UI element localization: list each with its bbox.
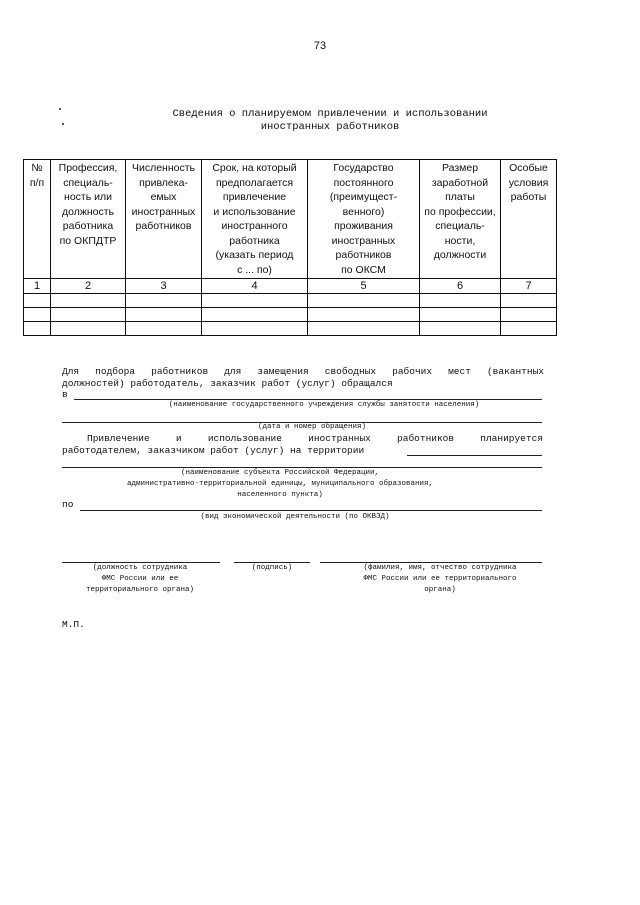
header-number: № п/п — [24, 160, 51, 279]
table-cell[interactable] — [420, 322, 501, 336]
table-cell[interactable] — [308, 322, 420, 336]
column-number: 1 — [24, 279, 51, 294]
paragraph-employer-line1: Для подбора работников для замещения свободных рабочих мест (вакантных — [62, 366, 544, 377]
header-salary: Размер заработной платы по профессии, специаль- ности, должности — [420, 160, 501, 279]
table-cell[interactable] — [202, 308, 308, 322]
table-cell[interactable] — [24, 322, 51, 336]
table-header-row — [24, 160, 557, 279]
header-conditions: Особые условия работы — [501, 160, 557, 279]
column-number: 3 — [126, 279, 202, 294]
table-cell[interactable] — [126, 308, 202, 322]
table-cell[interactable] — [420, 308, 501, 322]
table-cell[interactable] — [501, 294, 557, 308]
workers-table — [23, 159, 557, 336]
table-cell[interactable] — [51, 308, 126, 322]
paragraph-employer-line2: должностей) работодатель, заказчик работ (услуг) обращался — [62, 378, 393, 389]
table-cell[interactable] — [202, 322, 308, 336]
table-row — [24, 308, 557, 322]
header-period: Срок, на который предполагается привлечение и использование иностранного работника (указать период с ... по) — [202, 160, 308, 279]
table-cell[interactable] — [501, 322, 557, 336]
table-cell[interactable] — [126, 294, 202, 308]
caption-institution: (наименование государственного учреждения службы занятости населения) — [168, 401, 480, 409]
header-profession: Профессия, специаль- ность или должность работника по ОКПДТР — [51, 160, 126, 279]
territory-field-inline[interactable] — [407, 455, 542, 456]
table-cell[interactable] — [24, 308, 51, 322]
table-cell[interactable] — [126, 322, 202, 336]
column-number: 5 — [308, 279, 420, 294]
table-cell[interactable] — [308, 308, 420, 322]
table-cell[interactable] — [501, 308, 557, 322]
header-country: Государство постоянного (преимущест- венного) проживания иностранных работников по ОКСМ — [308, 160, 420, 279]
caption-signature: (подпись) — [251, 564, 293, 572]
table-row — [24, 294, 557, 308]
table-cell[interactable] — [420, 294, 501, 308]
prefix-po: по — [62, 499, 74, 510]
scan-speck — [62, 123, 64, 125]
table-column-numbers-row — [24, 279, 557, 294]
caption-position: (должность сотрудника ФМС России или ее территориального органа) — [85, 564, 195, 594]
table-cell[interactable] — [24, 294, 51, 308]
caption-date: (дата и номер обращения) — [257, 423, 367, 431]
table-cell[interactable] — [202, 294, 308, 308]
scan-speck — [59, 108, 61, 110]
table-cell[interactable] — [308, 294, 420, 308]
column-number: 6 — [420, 279, 501, 294]
column-number: 7 — [501, 279, 557, 294]
column-number: 2 — [51, 279, 126, 294]
table-cell[interactable] — [51, 294, 126, 308]
caption-territory: (наименование субъекта Российской Федерации, административно-территориальной единицы, муниципального образования, населенного пункта) — [126, 469, 434, 499]
document-title: Сведения о планируемом привлечении и использовании иностранных работников — [172, 108, 488, 133]
paragraph-territory-line1: Привлечение и использование иностранных работников планируется — [87, 433, 543, 444]
header-headcount: Численность привлека- емых иностранных работников — [126, 160, 202, 279]
table-cell[interactable] — [51, 322, 126, 336]
activity-field[interactable] — [80, 510, 542, 511]
stamp-label: М.П. — [62, 619, 85, 630]
page-number: 73 — [313, 40, 327, 52]
paragraph-territory-line2: работодателем, заказчиком работ (услуг) на территории — [62, 445, 365, 456]
table-row — [24, 322, 557, 336]
prefix-v: в — [62, 389, 68, 400]
caption-full-name: (фамилия, имя, отчество сотрудника ФМС России или ее территориального органа) — [363, 564, 517, 594]
caption-activity: (вид экономической деятельности (по ОКВЭД) — [200, 513, 390, 521]
column-number: 4 — [202, 279, 308, 294]
